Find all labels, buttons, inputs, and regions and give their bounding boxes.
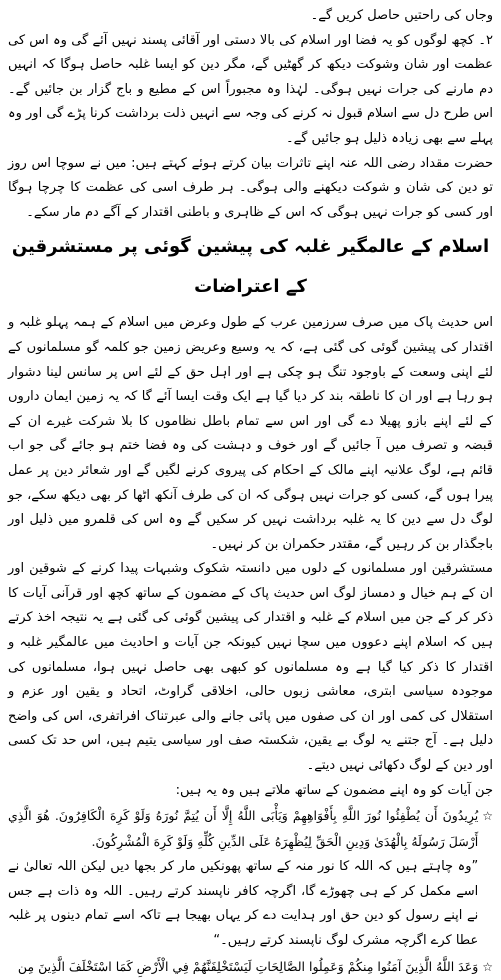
verse-translation: ”وہ چاہتے ہیں کہ اللہ کا نور منہ کے ساتھ پھونکیں مار کر بجھا دیں لیکن اللہ تعالیٰ نے اسے مکمل کر کے ہی چھوڑے گا، اگرچہ کافر ناپسند کرتے رہیں۔ اللہ وہ ذات ہے جس نے اپنے رسول کو دین حق اور ہدایت دے کر یہاں بھیجا ہے تاکہ اسے تمام دینوں پر غلبہ عطا کرے اگرچہ مشرک لوگ ناپسند کرتے رہیں۔“ (8, 859, 479, 948)
paragraph-intro-end: وجاں کی راحتیں حاصل کریں گے۔ (310, 8, 493, 23)
paragraph-verses-intro: جن آیات کو وہ اپنے مضمون کے ساتھ ملاتے ہیں وہ یہ ہیں: (175, 782, 493, 798)
star-icon: ☆ (482, 809, 493, 824)
arabic-verse: وَعَدَ اللَّهُ الَّذِينَ آمَنُوا مِنكُمْ وَعَمِلُوا الصَّالِحَاتِ لَيَسْتَخْلِفَنَّهُمْ فِي الْأَرْضِ كَمَا اسْتَخْلَفَ الَّذِينَ مِن (17, 958, 479, 974)
paragraph-orientalist-objection: مستشرقین اور مسلمانوں کے دلوں میں دانستہ شکوک وشبہات پیدا کرنے کے شوقین اور ان کے ہم خیال و دمساز لوگ اس حدیث پاک کے مضمون کے ساتھ کچھ اور قرآنی آیات کا ذکر کر کے جن میں اسلام کے غلبہ و اقتدار کی پیشین گوئی کی گئی ہے یہ نتیجہ اخذ کرتے ہیں کہ اسلام اپنے دعووں میں سچا نہیں کیونکہ جن آیات و احادیث میں عالمگیر غلبہ و اقتدار کا ذکر کیا گیا ہے وہ مسلمانوں کو کبھی بھی حاصل نہیں ہوا، مسلمانوں کی موجودہ سیاسی ابتری، معاشی زبوں حالی، اخلاقی گراوٹ، اتحاد و یقین اور عزم و استقلال کی کمی اور ان کی صفوں میں پائی جانے والی عبرتناک افراتفری، اس کی واضح دلیل ہے۔ آج جتنے یہ لوگ بے یقین، شکستہ صف اور سیاسی یتیم ہیں، اس حد تک کسی اور دین کے لوگ دکھائی نہیں دیتے۔ (8, 561, 493, 774)
paragraph-hadith-explanation: اس حدیث پاک میں صرف سرزمین عرب کے طول وعرض میں اسلام کے ہمہ پہلو غلبہ و اقتدار کی پیشین گوئی کی گئی ہے، کہ یہ وسیع وعریض زمین جو کلمہ گو مسلمانوں کے لئے اپنی وسعت کے باوجود تنگ ہو چکی ہے اور اہل حق کے لئے اس پر سانس لینا دشوار ہو رہا ہے اور ان کا ناطقہ بند کر دیا گیا ہے ایک وقت ایسا آئے گا کہ یہ زمین ایمان داروں کے لئے اپنے بازو پھیلا دے گی اور اس سے تمام باطل نظاموں کا بلا شرکت غیرے ان کے قبضہ و تصرف میں آ جائیں گے اور خوف و دہشت کی وہ فضا ختم ہو جائے گی جو اب قائم ہے، لوگ علانیہ اپنے مالک کے احکام کی پیروی کرنے لگیں گے اور شعائر دین پر عمل پیرا ہوں گے، کسی کو جرات نہیں ہوگی کہ ان کی طرف آنکھ اٹھا کر بھی دیکھ سکے، جو لوگ دل سے دین کا یہ غلبہ برداشت نہیں کر سکیں گے وہ اس کی قلمرو میں ذلیل اور باجگذار بن کر رہیں گے، مقتدر حکمران بن کر نہیں۔ (8, 315, 493, 552)
arabic-verse: يُرِيدُونَ أَن يُطْفِئُوا نُورَ اللَّهِ بِأَفْوَاهِهِمْ وَيَأْبَى اللَّهُ إِلَّا أَن يُتِمَّ نُورَهُ وَلَوْ كَرِهَ الْكَافِرُونَ. هُوَ الَّذِي أَرْسَلَ رَسُولَهُ بِالْهُدَىٰ وَدِينِ الْحَقِّ لِيُظْهِرَهُ عَلَى الدِّينِ كُلِّهِ وَلَوْ كَرِهَ الْمُشْرِكُونَ. (8, 808, 479, 850)
section-heading: اسلام کے عالمگیر غلبہ کی پیشین گوئی پر مستشرقین کے اعتراضات (11, 236, 490, 298)
paragraph-miqdad-quote: حضرت مقداد رضی اللہ عنہ اپنے تاثرات بیان کرتے ہوئے کہتے ہیں: میں نے سوچا اس روز تو دین کی شان و شوکت دیکھنے والی ہوگی۔ ہر طرف اسی کی عظمت کا چرچا ہوگا اور کسی کو جرات نہیں ہوگی کہ اس کے ظاہری و باطنی اقتدار کے آگے دم مار سکے۔ (8, 155, 493, 220)
verse-block-1 (8, 803, 493, 953)
verse-block-2 (8, 954, 493, 980)
star-icon: ☆ (482, 959, 493, 974)
paragraph-point-two: ۲۔ کچھ لوگوں کو یہ فضا اور اسلام کی بالا دستی اور آقائی پسند نہیں آئے گی وہ اس کی عظمت اور شان وشوکت دیکھ کر گھٹیں گے، مگر دین کو ایسا غلبہ حاصل ہوگا کہ انہیں دم مارنے کی جرات نہیں ہوگی۔ لہٰذا وہ مجبوراً اس کے مطیع و باج گزار بن جائیں گے۔ اس طرح دل سے اسلام قبول نہ کرنے کی وجہ سے انہیں ذلت برداشت کرنا پڑے گی اور وہ پہلے سے بھی زیادہ ذلیل ہو جائیں گے۔ (8, 32, 493, 146)
